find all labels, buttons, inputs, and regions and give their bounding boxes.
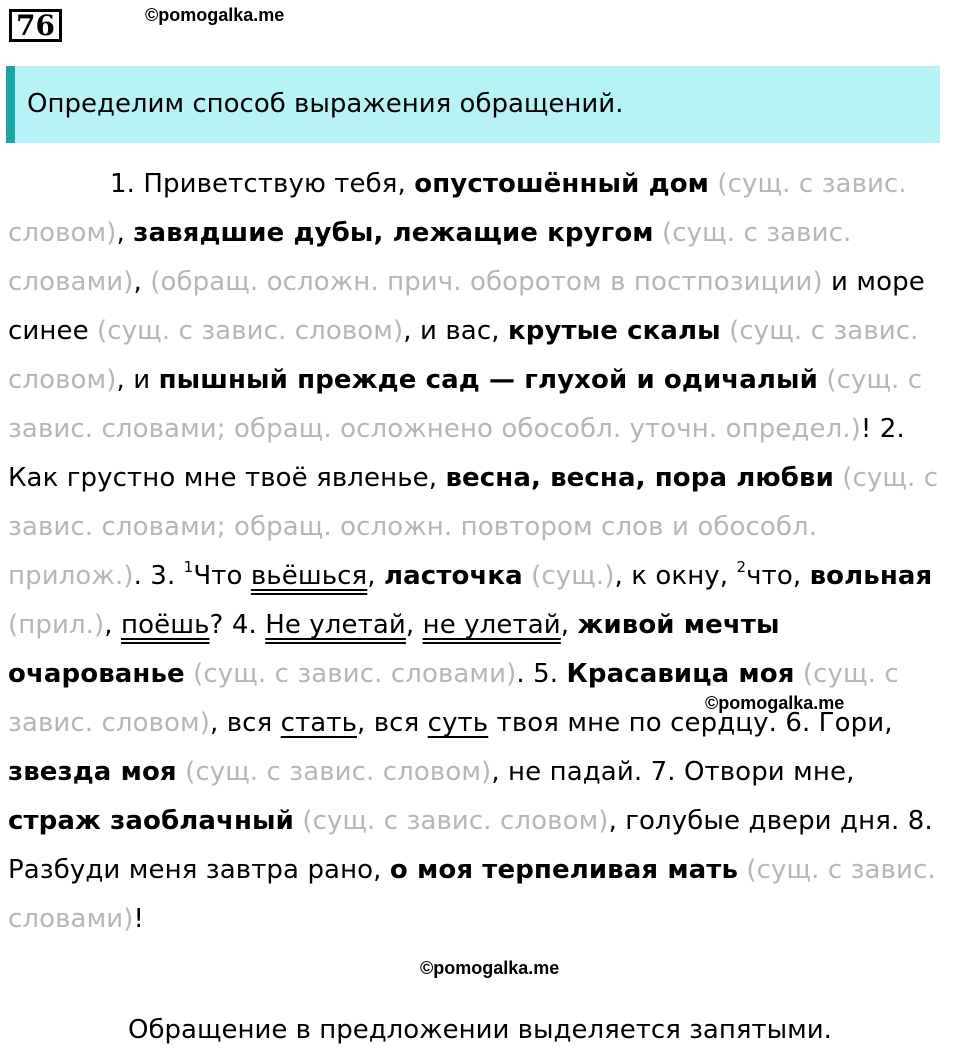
- s3-punct-2: ,: [104, 610, 122, 640]
- s6-text: 6. Гори,: [785, 708, 893, 738]
- note-12: (сущ. с завис. словом): [176, 757, 492, 787]
- note-4: (сущ. с завис. словом): [88, 316, 404, 346]
- s1-text-4: , и: [116, 365, 159, 395]
- note-10: (сущ. с завис. словами): [184, 659, 517, 689]
- s8-text: 8. Разбуди меня завтра рано,: [8, 806, 933, 885]
- s5-end: твоя мне по сердцу.: [488, 708, 786, 738]
- s3-text-2: , к окну,: [614, 561, 737, 591]
- predicate-2: поёшь: [121, 610, 210, 640]
- s3-text: 3.: [150, 561, 184, 591]
- address-7: вольная: [809, 561, 933, 591]
- address-2: завядшие дубы, лежащие кругом: [133, 218, 654, 248]
- s1-end: !: [860, 414, 880, 444]
- s1-text-2: и море синее: [8, 267, 925, 346]
- s4-punct-1: ,: [405, 610, 423, 640]
- address-3: крутые скалы: [507, 316, 721, 346]
- address-5: весна, весна, пора любви: [445, 463, 834, 493]
- address-8: живой мечты очарованье: [8, 610, 780, 689]
- note-5: (сущ. с завис. словом): [8, 316, 919, 395]
- clause-mark-1: 1: [183, 558, 194, 576]
- address-6: ласточка: [384, 561, 523, 591]
- address-1: опустошённый дом: [414, 169, 710, 199]
- note-9: (прил.): [8, 610, 105, 640]
- note-2: (сущ. с завис. словами): [8, 218, 852, 297]
- note-3: (обращ. осложн. прич. оборотом в постпозиции): [150, 267, 823, 297]
- watermark-bottom: ©pomogalka.me: [420, 958, 560, 978]
- task-banner: [6, 66, 940, 143]
- s4-text: 4.: [231, 610, 266, 640]
- note-13: (сущ. с завис. словом): [293, 806, 609, 836]
- s6-end: , не падай.: [491, 757, 651, 787]
- note-14: (сущ. с завис. словами): [8, 855, 936, 934]
- banner-text: Определим способ выражения обращений.: [27, 89, 624, 119]
- s3-end: ?: [209, 610, 232, 640]
- note-6: (сущ. с завис. словами; обращ. осложнено обособл. уточн. определ.): [8, 365, 923, 444]
- conclusion: Обращение в предложении выделяется запятыми.: [128, 1015, 832, 1045]
- s4-punct-2: ,: [560, 610, 578, 640]
- s5-text-2: , вся: [210, 708, 281, 738]
- s7-text: 7. Отвори мне,: [650, 757, 855, 787]
- s1-text: 1. Приветствую тебя,: [110, 169, 415, 199]
- predicate-1: вьёшься: [250, 561, 368, 591]
- s2-text: 2. Как грустно мне твоё явленье,: [8, 414, 905, 493]
- s4-end: .: [516, 659, 534, 689]
- address-10: звезда моя: [8, 757, 177, 787]
- s2-end: .: [133, 561, 151, 591]
- note-8: (сущ.): [522, 561, 615, 591]
- predicate-3: Не улетай: [265, 610, 406, 640]
- address-11: страж заоблачный: [8, 806, 294, 836]
- address-9: Красавица моя: [566, 659, 795, 689]
- s3-word-1: Что: [193, 561, 251, 591]
- predicate-4: не улетай: [422, 610, 561, 640]
- answer-text: [8, 160, 953, 944]
- address-4: пышный прежде сад — глухой и одичалый: [158, 365, 818, 395]
- s1-punct-1: ,: [116, 218, 134, 248]
- note-7: (сущ. с завис. словами; обращ. осложн. повтором слов и обособл. прилож.): [8, 463, 939, 591]
- s7-end: , голубые двери дня.: [608, 806, 908, 836]
- watermark-middle: ©pomogalka.me: [705, 693, 845, 713]
- s1-punct-2: ,: [133, 267, 151, 297]
- s3-punct-1: ,: [367, 561, 385, 591]
- watermark-top: ©pomogalka.me: [145, 5, 285, 25]
- subject-2: суть: [427, 708, 489, 738]
- exercise-number: 76: [9, 9, 62, 42]
- s5-text: 5.: [533, 659, 567, 689]
- s8-end: !: [133, 904, 145, 934]
- answer-paragraph: [8, 160, 953, 944]
- s5-text-3: , вся: [357, 708, 428, 738]
- subject-1: стать: [280, 708, 358, 738]
- address-12: о моя терпеливая мать: [389, 855, 739, 885]
- clause-mark-2: 2: [736, 558, 747, 576]
- note-1: (сущ. с завис. словом): [8, 169, 907, 248]
- note-11: (сущ. с завис. словом): [8, 659, 899, 738]
- s1-text-3: , и вас,: [403, 316, 508, 346]
- s3-word-2: что,: [746, 561, 810, 591]
